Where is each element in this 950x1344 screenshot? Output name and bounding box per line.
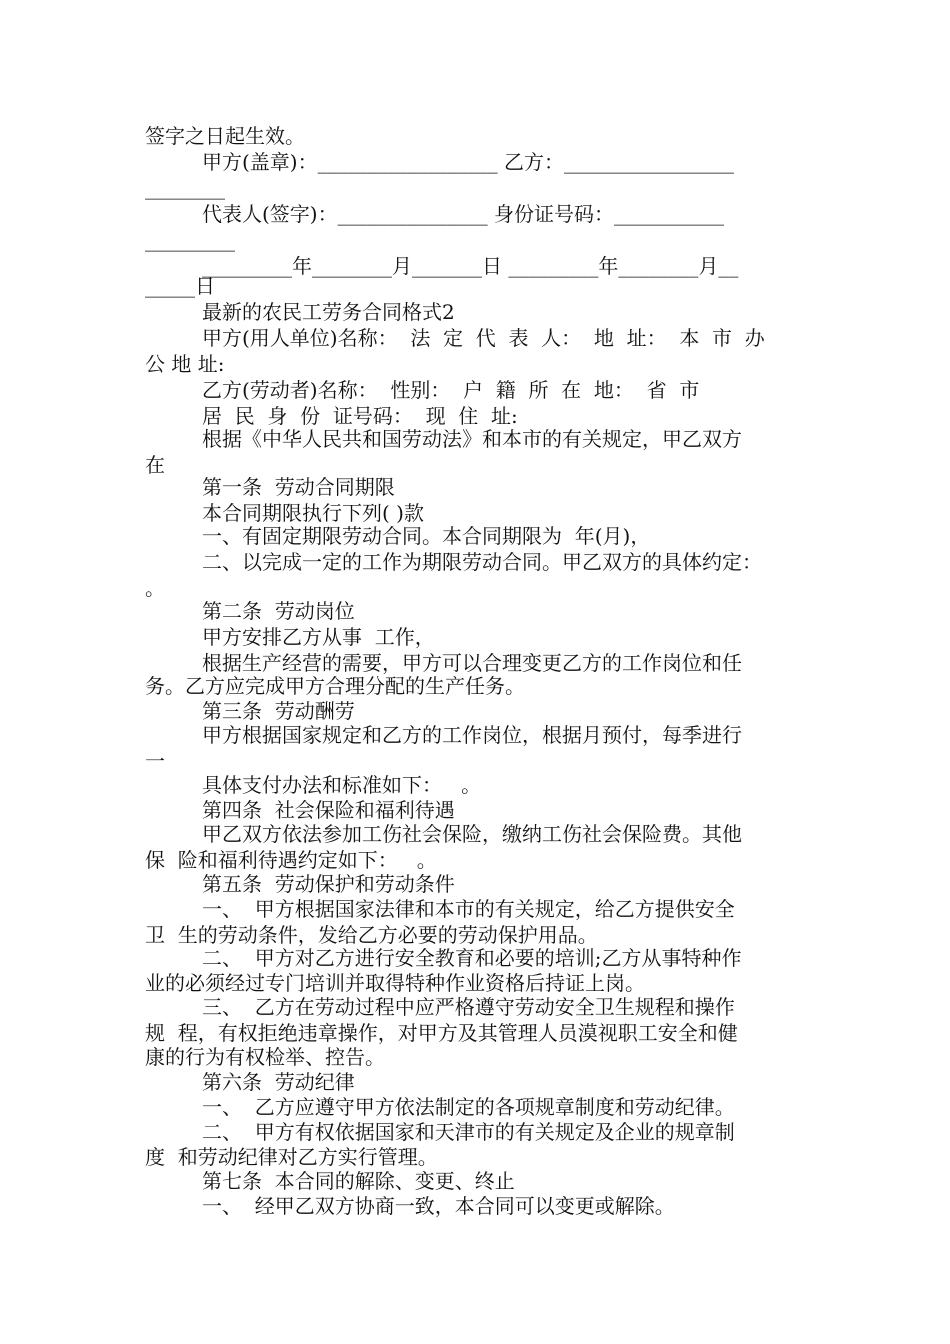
text-line: 乙方(劳动者)名称： 性别： 户 籍 所 在 地： 省 市 bbox=[202, 378, 700, 402]
text-line: 甲乙双方依法参加工伤社会保险，缴纳工伤社会保险费。其他 bbox=[202, 822, 742, 846]
text-line: ________ bbox=[145, 176, 225, 200]
text-line: 居 民 身 份 证号码： 现 住 址: bbox=[202, 404, 518, 428]
article-heading: 第七条 本合同的解除、变更、终止 bbox=[202, 1169, 515, 1193]
text-line: 业的必须经过专门培训并取得特种作业资格后持证上岗。 bbox=[145, 971, 645, 995]
text-line: 公 地 址: bbox=[145, 352, 225, 376]
date-line: _________年________月_______日 _________年________月__ bbox=[202, 254, 739, 278]
text-line: 二、以完成一定的工作为期限劳动合同。甲乙双方的具体约定： bbox=[202, 550, 762, 574]
article-heading: 第六条 劳动纪律 bbox=[202, 1070, 355, 1094]
text-line: 。 bbox=[145, 576, 165, 600]
text-line: 保 险和福利待遇约定如下： 。 bbox=[145, 848, 437, 872]
text-line: 一、 经甲乙双方协商一致，本合同可以变更或解除。 bbox=[202, 1194, 675, 1218]
text-line: 务。乙方应完成甲方合理分配的生产任务。 bbox=[145, 674, 525, 698]
text-line: 一 bbox=[145, 749, 165, 773]
text-line: 本合同期限执行下列( )款 bbox=[202, 501, 424, 525]
text-line: 二、 甲方有权依据国家和天津市的有关规定及企业的规章制 bbox=[202, 1120, 735, 1144]
text-line: 甲方(用人单位)名称： 法 定 代 表 人： 地 址： 本 市 办 bbox=[202, 326, 765, 350]
text-line: 卫 生的劳动条件，发给乙方必要的劳动保护用品。 bbox=[145, 923, 598, 947]
article-heading: 第五条 劳动保护和劳动条件 bbox=[202, 872, 455, 896]
article-heading: 第三条 劳动酬劳 bbox=[202, 699, 355, 723]
text-line: 一、 甲方根据国家法律和本市的有关规定，给乙方提供安全 bbox=[202, 897, 735, 921]
text-line: 康的行为有权检举、控告。 bbox=[145, 1045, 385, 1069]
text-line: 具体支付办法和标准如下： 。 bbox=[202, 773, 482, 797]
text-line: 根据生产经营的需要，甲方可以合理变更乙方的工作岗位和任 bbox=[202, 651, 742, 675]
article-heading: 第四条 社会保险和福利待遇 bbox=[202, 798, 455, 822]
text-line: 甲方根据国家规定和乙方的工作岗位，根据月预付，每季进行 bbox=[202, 723, 742, 747]
text-line: 一、有固定期限劳动合同。本合同期限为 年(月)， bbox=[202, 524, 651, 548]
party-a-seal-line: 甲方(盖章)：__________________ 乙方：_________________ bbox=[202, 150, 734, 174]
text-line: 根据《中华人民共和国劳动法》和本市的有关规定，甲乙双方 bbox=[202, 427, 742, 451]
section-title: 最新的农民工劳务合同格式2 bbox=[202, 300, 455, 324]
text-line: 度 和劳动纪律对乙方实行管理。 bbox=[145, 1145, 438, 1169]
representative-signature-line: 代表人(签字)：_______________ 身份证号码：___________ bbox=[202, 202, 724, 226]
text-line: 二、 甲方对乙方进行安全教育和必要的培训;乙方从事特种作 bbox=[202, 946, 742, 970]
article-heading: 第二条 劳动岗位 bbox=[202, 599, 355, 623]
text-line: 甲方安排乙方从事 工作， bbox=[202, 625, 435, 649]
text-line: 一、 乙方应遵守甲方依法制定的各项规章制度和劳动纪律。 bbox=[202, 1095, 735, 1119]
text-line: 规 程，有权拒绝违章操作，对甲方及其管理人员漠视职工安全和健 bbox=[145, 1021, 738, 1045]
article-heading: 第一条 劳动合同期限 bbox=[202, 475, 395, 499]
text-line: _________ bbox=[145, 228, 235, 252]
text-line: 签字之日起生效。 bbox=[145, 124, 305, 148]
text-line: 在 bbox=[145, 453, 165, 477]
text-line: 三、 乙方在劳动过程中应严格遵守劳动安全卫生规程和操作 bbox=[202, 995, 735, 1019]
text-line: _____日 bbox=[145, 274, 215, 298]
